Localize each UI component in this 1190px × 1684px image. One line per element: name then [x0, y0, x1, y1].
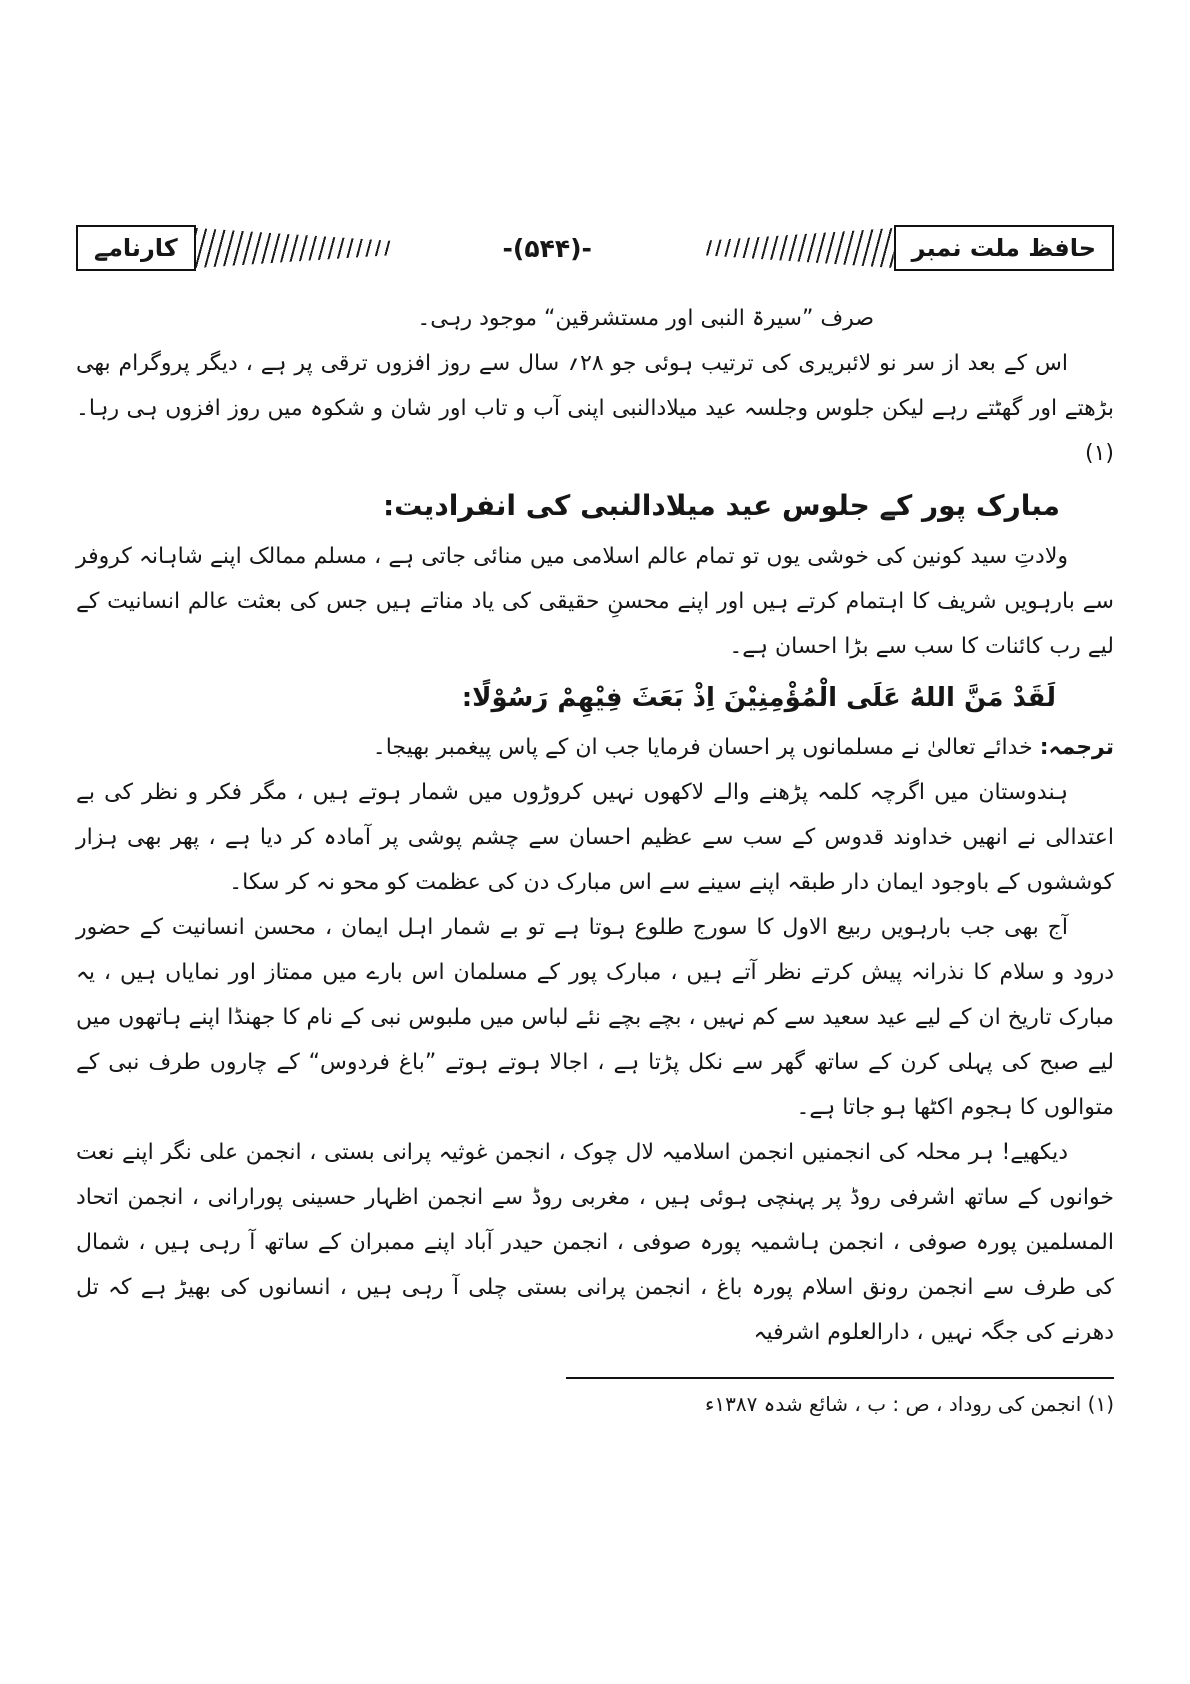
- right-banner: [704, 225, 1114, 271]
- diagonal-hatch-left: [196, 228, 391, 268]
- paragraph-aaj: آج بھی جب بارہویں ربیع الاول کا سورج طلوع ہوتا ہے تو بے شمار اہل ایمان ، محسن انسانیت کے حضور درود و سلام کا نذرانہ پیش کرتے نظر آتے ہیں ، مبارک پور کے مسلمان اس بارے میں ممتاز اور نمایاں ہیں ، یہ مبارک تاریخ ان کے لیے عید سعید سے کم نہیں ، بچے بچے نئے لباس میں ملبوس نبی کے نام کا جھنڈا اپنے ہاتھوں میں لیے صبح کی پہلی کرن کے ساتھ گھر سے نکل پڑتا ہے ، اجالا ہوتے ہوتے ”باغ فردوس“ کے چاروں طرف نبی کے متوالوں کا ہجوم اکٹھا ہو جاتا ہے۔: [76, 915, 1114, 1120]
- left-banner-label: کارنامے: [76, 225, 196, 271]
- translation-line: [76, 725, 1114, 770]
- paragraph-wiladat: ولادتِ سید کونین کی خوشی یوں تو تمام عالم اسلامی میں منائی جاتی ہے ، مسلم ممالک اپنے شاہانہ کروفر سے بارہویں شریف کا اہتمام کرتے ہیں اور اپنے محسنِ حقیقی کی یاد مناتے ہیں جس کی بعثت عالم انسانیت کے لیے رب کائنات کا سب سے بڑا احسان ہے۔: [76, 544, 1114, 659]
- footnote-divider: [566, 1377, 1114, 1379]
- paragraph-library: اس کے بعد از سر نو لائبریری کی ترتیب ہوئی جو ۲۸؍ سال سے روز افزوں ترقی پر ہے ، دیگر پروگرام بھی بڑھتے اور گھٹتے رہے لیکن جلوس وجلسہ عید میلادالنبی اپنی آب و تاب اور شان و شکوہ میں روز افزوں ہی رہا۔ (۱): [76, 351, 1114, 466]
- section-heading: مبارک پور کے جلوس عید میلادالنبی کی انفرادیت:: [382, 489, 1060, 522]
- page-number: -(۵۴۴)-: [502, 233, 592, 263]
- footnote-text: (۱) انجمن کی روداد ، ص : ب ، شائع شدہ ۱۳۸۷ء: [704, 1392, 1114, 1416]
- opening-line: صرف ”سیرۃ النبی اور مستشرقین“ موجود رہی۔: [417, 306, 874, 331]
- paragraph-hindustan: ہندوستان میں اگرچہ کلمہ پڑھنے والے لاکھوں نہیں کروڑوں میں شمار ہوتے ہیں ، مگر فکر و نظر کی بے اعتدالی نے انھیں خداوند قدوس کے سب سے عظیم احسان سے چشم پوشی پر آمادہ کر دیا ہے ، پھر بھی ہزار کوششوں کے باوجود ایمان دار طبقہ اپنے سینے سے اس مبارک دن کی عظمت کو محو نہ کر سکا۔: [76, 780, 1114, 895]
- left-banner: [76, 225, 391, 271]
- page-header: [76, 224, 1114, 272]
- arabic-verse: لَقَدْ مَنَّ اللهُ عَلَى الْمُؤْمِنِيْنَ اِذْ بَعَثَ فِيْهِمْ رَسُوْلًا:: [461, 683, 1056, 713]
- right-banner-label: حافظ ملت نمبر: [894, 225, 1114, 271]
- translation-label: ترجمہ:: [1039, 735, 1114, 760]
- translation-text: خدائے تعالیٰ نے مسلمانوں پر احسان فرمایا جب ان کے پاس پیغمبر بھیجا۔: [372, 735, 1040, 760]
- diagonal-hatch-right: [704, 228, 894, 268]
- paragraph-anjuman: دیکھیے! ہر محلہ کی انجمنیں انجمن اسلامیہ لال چوک ، انجمن غوثیہ پرانی بستی ، انجمن علی نگر اپنے نعت خوانوں کے ساتھ اشرفی روڈ پر پہنچی ہوئی ہیں ، مغربی روڈ سے انجمن اظہار حسینی پورارانی ، انجمن اتحاد المسلمین پورہ صوفی ، انجمن ہاشمیہ پورہ صوفی ، انجمن حیدر آباد اپنے ممبران کے ساتھ آ رہی ہیں ، شمال کی طرف سے انجمن رونق اسلام پورہ باغ ، انجمن پرانی بستی چلی آ رہی ہیں ، انسانوں کی بھیڑ ہے کہ تل دھرنے کی جگہ نہیں ، دارالعلوم اشرفیہ: [76, 1140, 1114, 1345]
- main-text: [76, 296, 1114, 1421]
